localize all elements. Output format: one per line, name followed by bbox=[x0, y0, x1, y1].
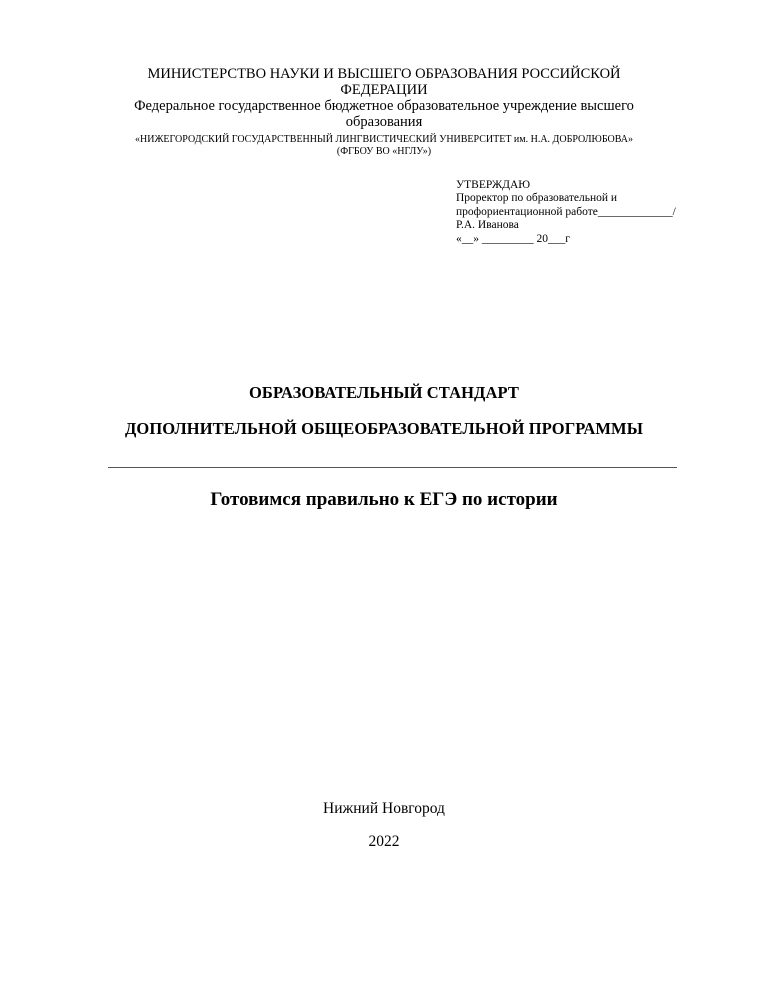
city-name: Нижний Новгород bbox=[323, 800, 445, 817]
approval-heading: УТВЕРЖДАЮ bbox=[456, 179, 531, 191]
ministry-name bbox=[0, 66, 768, 98]
institution-line-1: Федеральное государственное бюджетное образовательное учреждение высшего bbox=[134, 98, 634, 114]
ministry-line-2: ФЕДЕРАЦИИ bbox=[340, 82, 428, 98]
document-year: 2022 bbox=[368, 833, 400, 850]
program-name: Готовимся правильно к ЕГЭ по истории bbox=[210, 489, 558, 510]
university-full-name: «НИЖЕГОРОДСКИЙ ГОСУДАРСТВЕННЫЙ ЛИНГВИСТИЧЕСКИЙ УНИВЕРСИТЕТ им. Н.А. ДОБРОЛЮБОВА» bbox=[135, 134, 633, 145]
university-short-name: (ФГБОУ ВО «НГЛУ») bbox=[336, 146, 432, 157]
approval-position-line-2: профориентационной работе_____________/ bbox=[456, 205, 676, 218]
horizontal-divider bbox=[108, 467, 677, 468]
institution-name bbox=[0, 98, 768, 130]
approval-position-line-1: Проректор по образовательной и bbox=[456, 192, 618, 205]
document-title-line-1: ОБРАЗОВАТЕЛЬНЫЙ СТАНДАРТ bbox=[249, 383, 519, 402]
institution-line-2: образования bbox=[345, 114, 423, 130]
ministry-line-1: МИНИСТЕРСТВО НАУКИ И ВЫСШЕГО ОБРАЗОВАНИЯ РОССИЙСКОЙ bbox=[147, 66, 621, 82]
approval-block bbox=[456, 179, 676, 246]
document-title-line-2: ДОПОЛНИТЕЛЬНОЙ ОБЩЕОБРАЗОВАТЕЛЬНОЙ ПРОГРАММЫ bbox=[124, 419, 644, 438]
university-name bbox=[0, 134, 768, 158]
approval-date-line: «__» _________ 20___г bbox=[456, 232, 570, 245]
approval-signatory: Р.А. Иванова bbox=[456, 219, 519, 232]
